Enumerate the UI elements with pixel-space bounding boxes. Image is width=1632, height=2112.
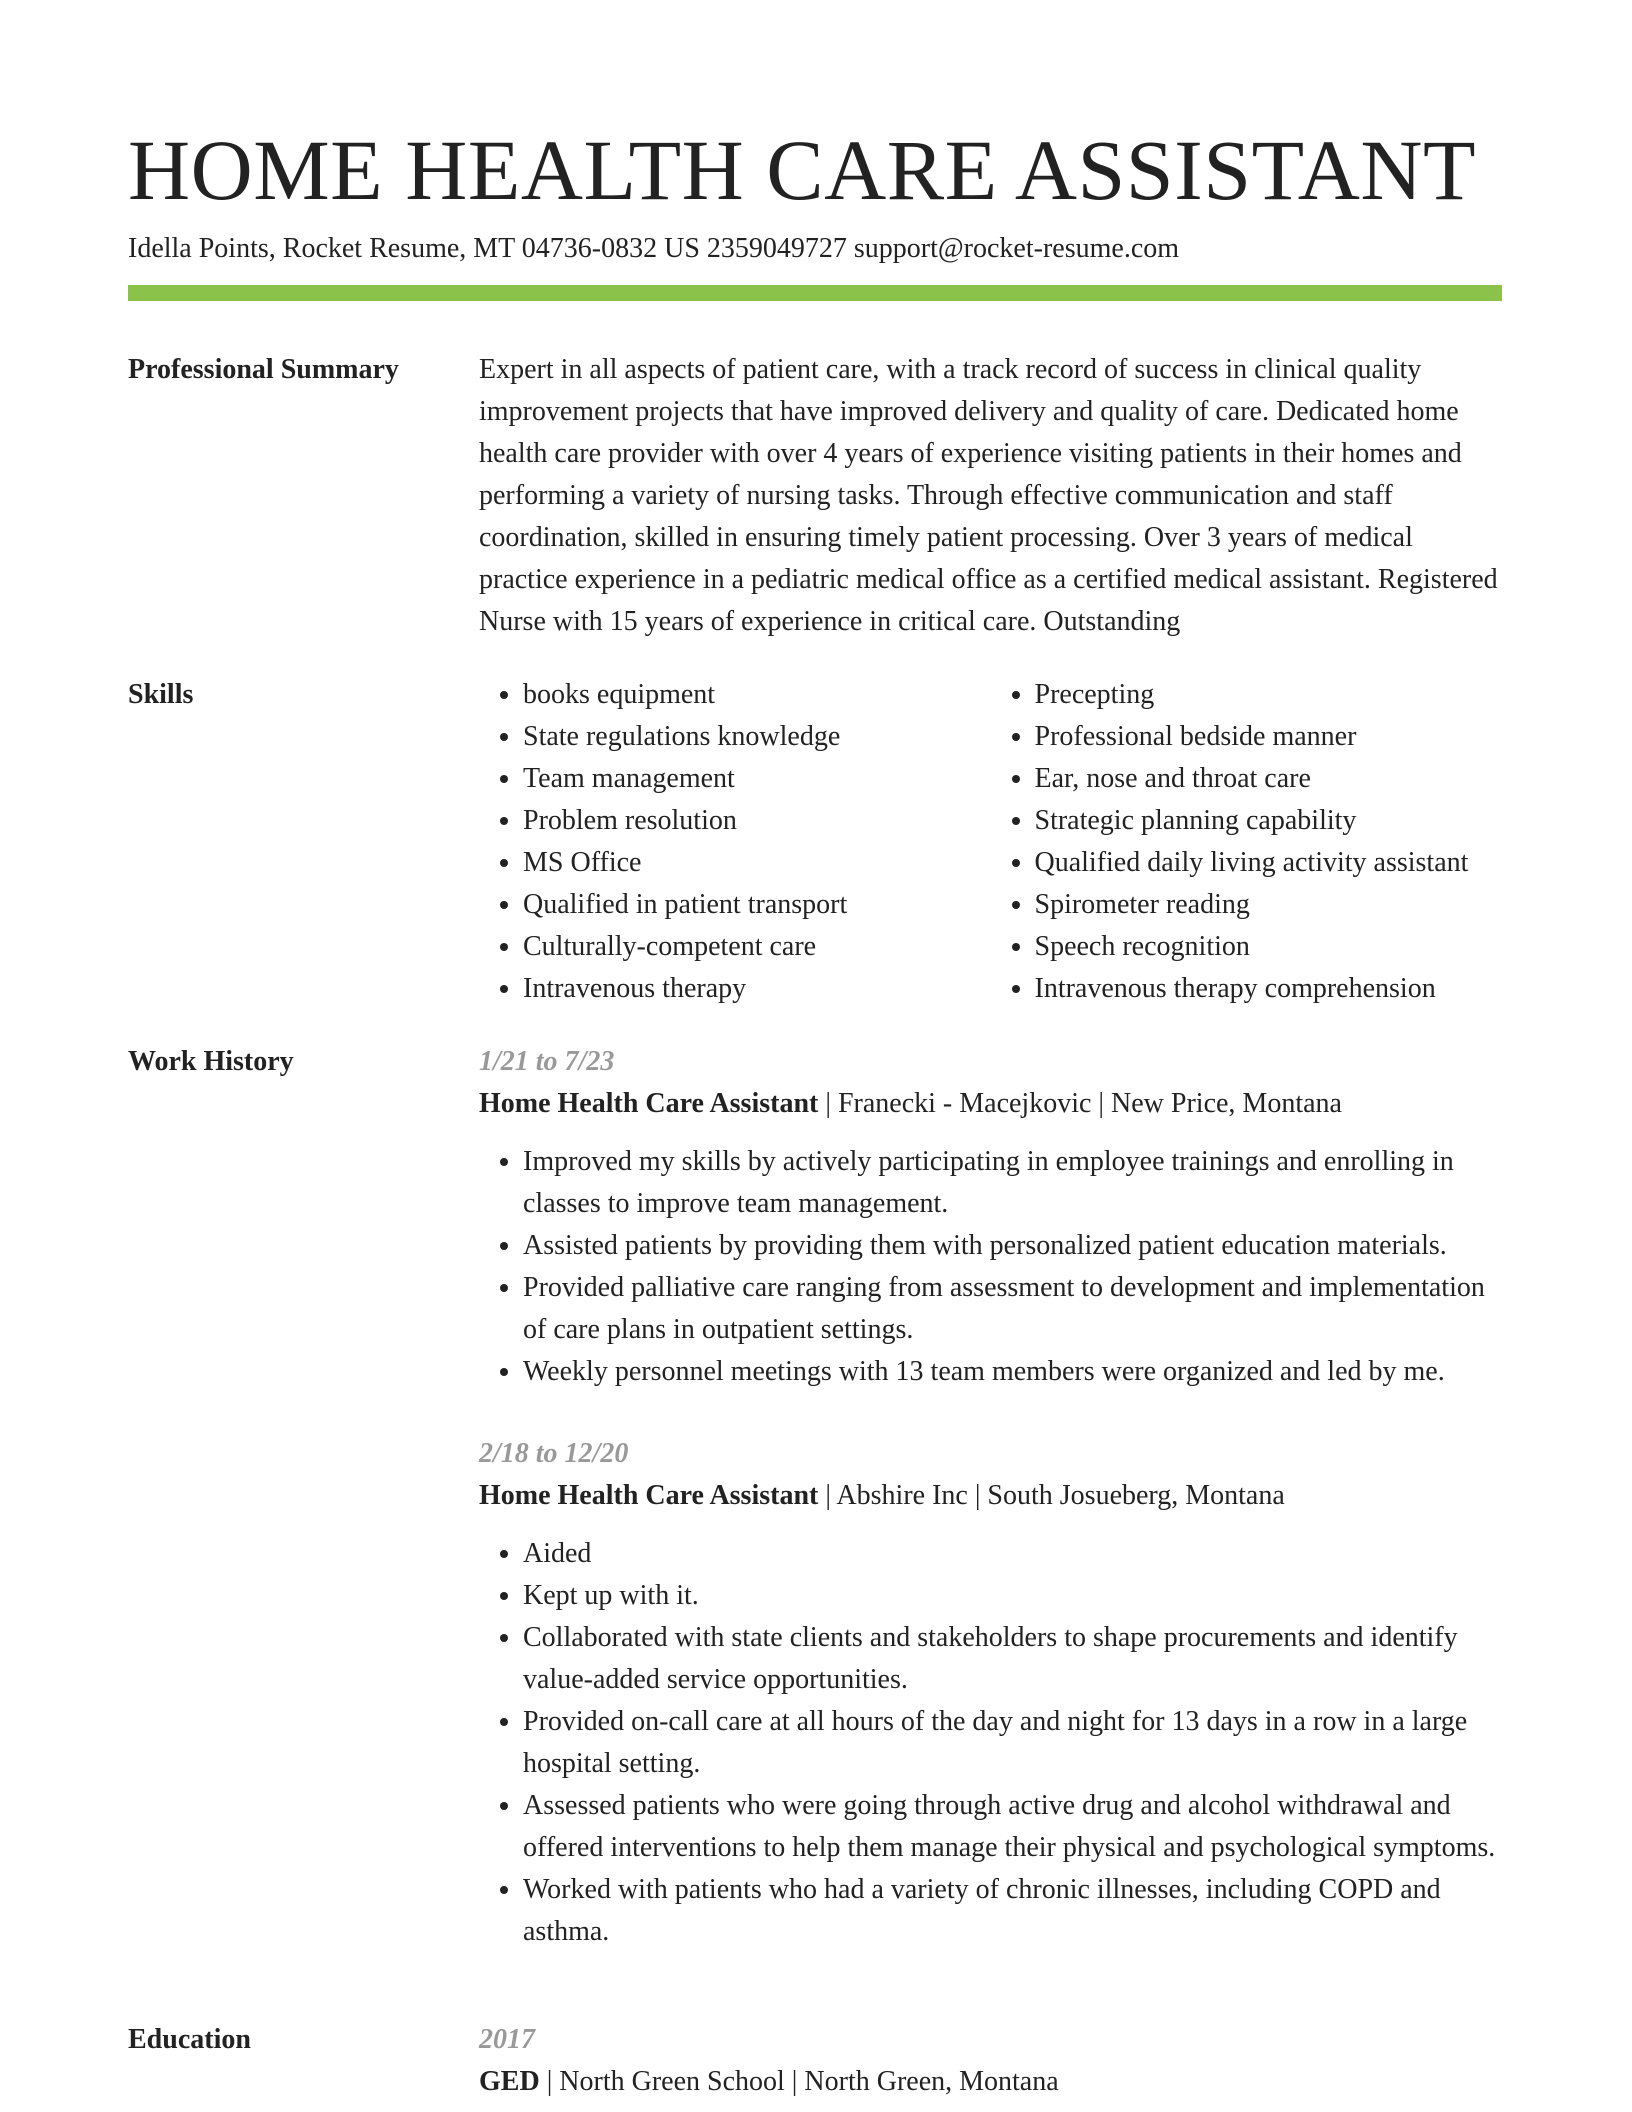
job-header [479,1475,1502,1517]
job-bullet: • Improved my skills by actively participating in employee trainings and enrolling in classes to improve team management. [523,1141,1502,1225]
header-divider [128,285,1502,301]
skill-item: • MS Office [523,842,991,884]
education-heading: Education [128,2024,251,2055]
education-body [479,2019,1502,2103]
skill-item: • Intravenous therapy [523,968,991,1010]
contact-info: Idella Points, Rocket Resume, MT 04736-0832 US 2359049727 support@rocket-resume.com [128,233,1180,264]
skill-item: • Team management [523,758,991,800]
skills-body [479,674,1502,1010]
skill-item: • Precepting [1035,674,1503,716]
job-bullets [479,1141,1502,1393]
skill-item: • Speech recognition [1035,926,1503,968]
work-history-heading: Work History [128,1046,294,1077]
skill-item: • Spirometer reading [1035,884,1503,926]
job-bullet: • Worked with patients who had a variety of chronic illnesses, including COPD and asthma. [523,1869,1502,1953]
summary-text: Expert in all aspects of patient care, with a track record of success in clinical quality improvement projects that have improved delivery and quality of care. Dedicated home health care provider with over 4 years of experience visiting patients in their homes and performing a variety of nursing tasks. Through effective communication and staff coordination, skilled in ensuring timely patient processing. Over 3 years of medical practice experience in a pediatric medical office as a certified medical assistant. Registered Nurse with 15 years of experience in critical care. Outstanding [479,354,1498,637]
job-header [479,1083,1502,1125]
skill-item: • Ear, nose and throat care [1035,758,1503,800]
job-entry [479,1433,1502,1953]
skills-heading: Skills [128,679,194,710]
job-bullet: • Provided on-call care at all hours of the day and night for 13 days in a row in a large hospital setting. [523,1701,1502,1785]
education-details: | North Green School | North Green, Montana [539,2066,1059,2097]
skill-item: • Qualified in patient transport [523,884,991,926]
job-bullet: • Provided palliative care ranging from assessment to development and implementation of care plans in outpatient settings. [523,1267,1502,1351]
education-line [479,2061,1502,2103]
skills-list-left [479,674,991,1010]
job-details: | Franecki - Macejkovic | New Price, Montana [818,1088,1342,1119]
job-bullets [479,1533,1502,1953]
job-bullet: • Weekly personnel meetings with 13 team members were organized and led by me. [523,1351,1502,1393]
work-history-body [479,1041,1502,1953]
job-bullet: • Aided [523,1533,1502,1575]
education-year: 2017 [479,2024,535,2055]
summary-body [479,349,1502,643]
job-bullet: • Assessed patients who were going through active drug and alcohol withdrawal and offered interventions to help them manage their physical and psychological symptoms. [523,1785,1502,1869]
skill-item: • Intravenous therapy comprehension [1035,968,1503,1010]
job-bullet: • Collaborated with state clients and stakeholders to shape procurements and identify value-added service opportunities. [523,1617,1502,1701]
job-dates: 1/21 to 7/23 [479,1046,615,1077]
skill-item: • Culturally-competent care [523,926,991,968]
summary-heading: Professional Summary [128,354,399,385]
skill-item: • State regulations knowledge [523,716,991,758]
skill-item: • Problem resolution [523,800,991,842]
job-title: Home Health Care Assistant [479,1088,819,1119]
job-dates: 2/18 to 12/20 [479,1438,629,1469]
education-degree: GED [479,2066,540,2097]
skill-item: • books equipment [523,674,991,716]
job-details: | Abshire Inc | South Josueberg, Montana [818,1480,1285,1511]
job-entry [479,1041,1502,1393]
skill-item: • Professional bedside manner [1035,716,1503,758]
job-bullet: • Assisted patients by providing them with personalized patient education materials. [523,1225,1502,1267]
job-title: Home Health Care Assistant [479,1480,819,1511]
skill-item: • Qualified daily living activity assistant [1035,842,1503,884]
resume-name: HOME HEALTH CARE ASSISTANT [128,122,1476,218]
skills-list-right [991,674,1503,1010]
job-bullet: • Kept up with it. [523,1575,1502,1617]
skill-item: • Strategic planning capability [1035,800,1503,842]
